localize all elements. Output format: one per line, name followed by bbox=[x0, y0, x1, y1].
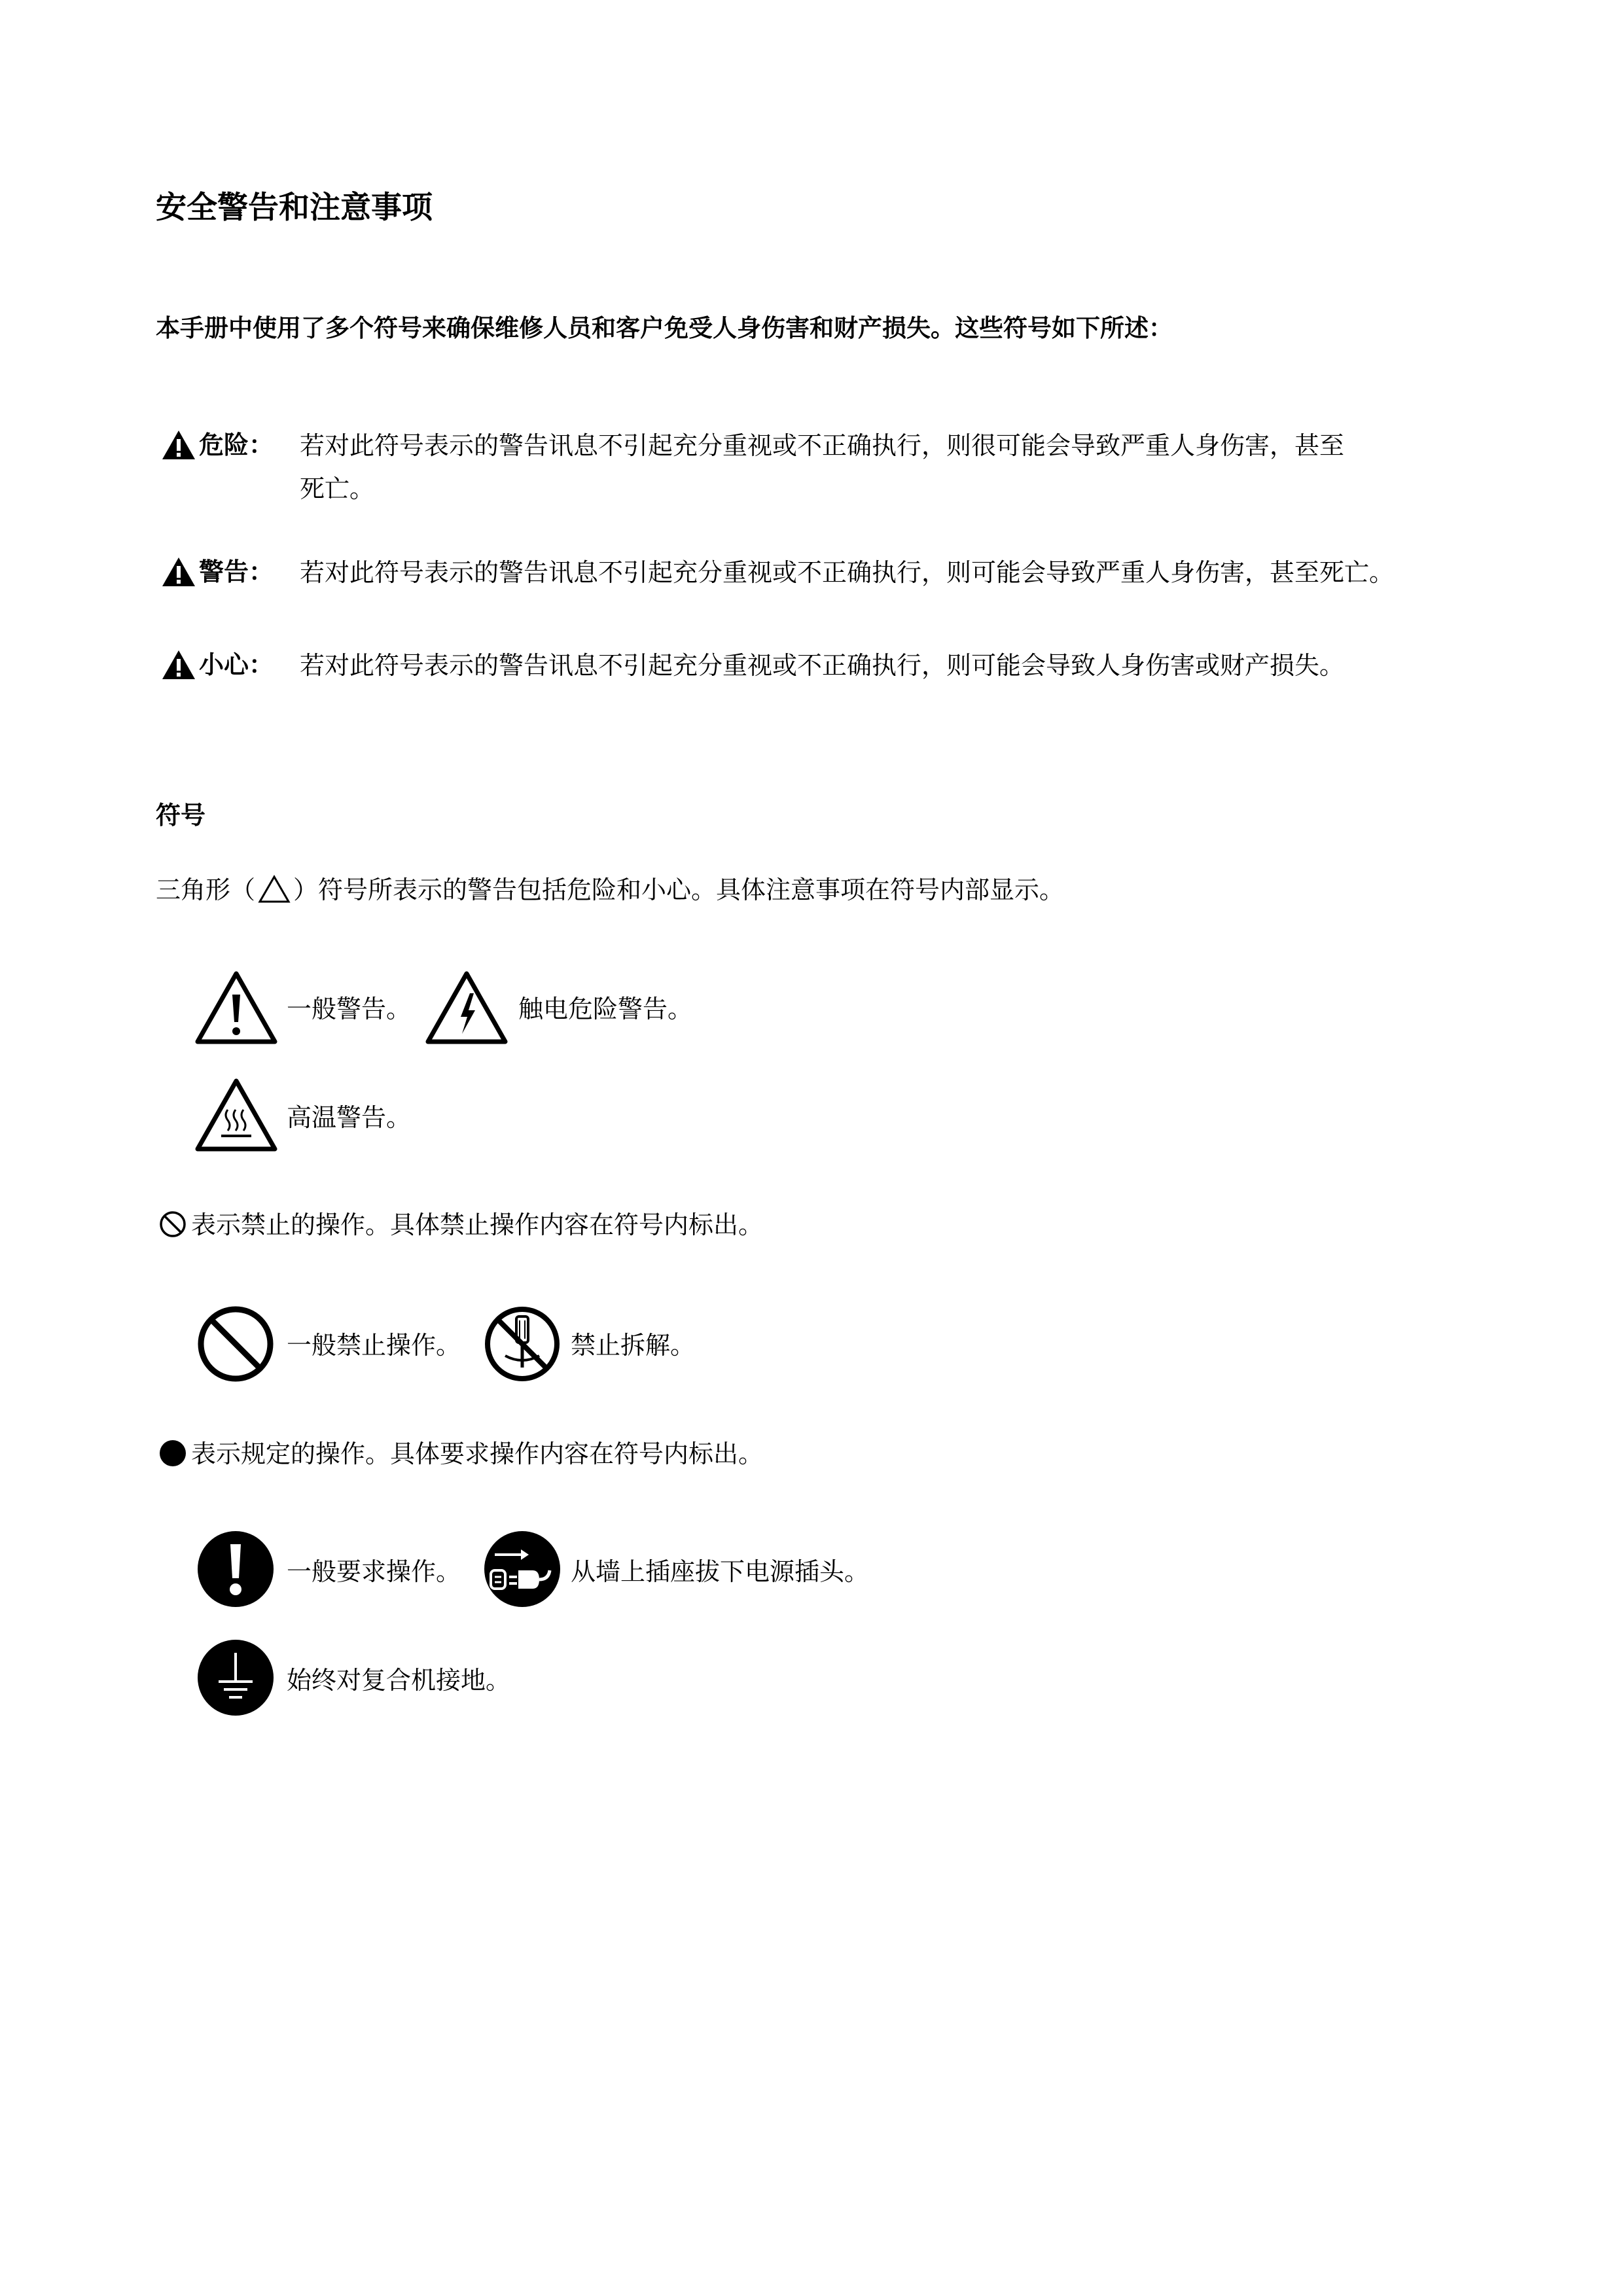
triangle-text-after: ）符号所表示的警告包括危险和小心。具体注意事项在符号内部显示。 bbox=[293, 875, 1065, 904]
symbol-label: 一般警告。 bbox=[287, 995, 412, 1023]
warning-triangle-icon bbox=[161, 649, 196, 680]
symbol-label: 一般禁止操作。 bbox=[287, 1331, 461, 1360]
triangle-text-before: 三角形（ bbox=[156, 875, 256, 904]
triangle-description bbox=[156, 873, 1064, 907]
general-prohibition-icon bbox=[196, 1305, 275, 1383]
symbol-label: 始终对复合机接地。 bbox=[287, 1666, 511, 1695]
symbol-label: 禁止拆解。 bbox=[571, 1331, 696, 1360]
mandatory-text: 表示规定的操作。具体要求操作内容在符号内标出。 bbox=[191, 1439, 764, 1468]
intro-paragraph: 本手册中使用了多个符号来确保维修人员和客户免受人身伤害和财产损失。这些符号如下所述： bbox=[156, 314, 1173, 342]
prohibition-text: 表示禁止的操作。具体禁止操作内容在符号内标出。 bbox=[191, 1210, 764, 1239]
level-label: 警告： bbox=[199, 557, 274, 586]
warning-triangle-icon bbox=[161, 429, 196, 461]
level-text-line: 若对此符号表示的警告讯息不引起充分重视或不正确执行，则很可能会导致严重人身伤害，甚至 bbox=[300, 431, 1345, 460]
high-temperature-warning-icon bbox=[194, 1077, 279, 1153]
mandatory-description bbox=[158, 1437, 763, 1471]
symbols-heading: 符号 bbox=[156, 801, 206, 830]
symbol-label: 高温警告。 bbox=[287, 1103, 412, 1132]
symbol-label: 一般要求操作。 bbox=[287, 1557, 461, 1586]
symbol-label: 从墙上插座拔下电源插头。 bbox=[571, 1557, 870, 1586]
prohibition-description bbox=[158, 1208, 763, 1242]
general-mandatory-icon bbox=[196, 1530, 275, 1608]
symbol-label: 触电危险警告。 bbox=[518, 995, 693, 1023]
prohibition-icon bbox=[158, 1210, 187, 1239]
level-description: 若对此符号表示的警告讯息不引起充分重视或不正确执行，则可能会导致严重人身伤害，甚至死亡。 bbox=[300, 558, 1395, 587]
filled-circle-icon bbox=[158, 1439, 187, 1468]
ground-icon bbox=[196, 1638, 275, 1717]
warning-triangle-icon bbox=[161, 556, 196, 588]
page-title: 安全警告和注意事项 bbox=[156, 190, 433, 226]
no-disassembly-icon bbox=[483, 1305, 562, 1383]
triangle-outline-icon bbox=[258, 875, 291, 904]
level-label: 小心： bbox=[199, 650, 274, 679]
electric-shock-warning-icon bbox=[424, 970, 509, 1046]
level-text-line: 死亡。 bbox=[300, 474, 375, 503]
general-warning-icon bbox=[194, 970, 279, 1046]
level-label: 危险： bbox=[199, 431, 274, 459]
unplug-icon bbox=[483, 1530, 562, 1608]
level-description bbox=[300, 424, 1478, 510]
level-description: 若对此符号表示的警告讯息不引起充分重视或不正确执行，则可能会导致人身伤害或财产损失。 bbox=[300, 651, 1345, 680]
